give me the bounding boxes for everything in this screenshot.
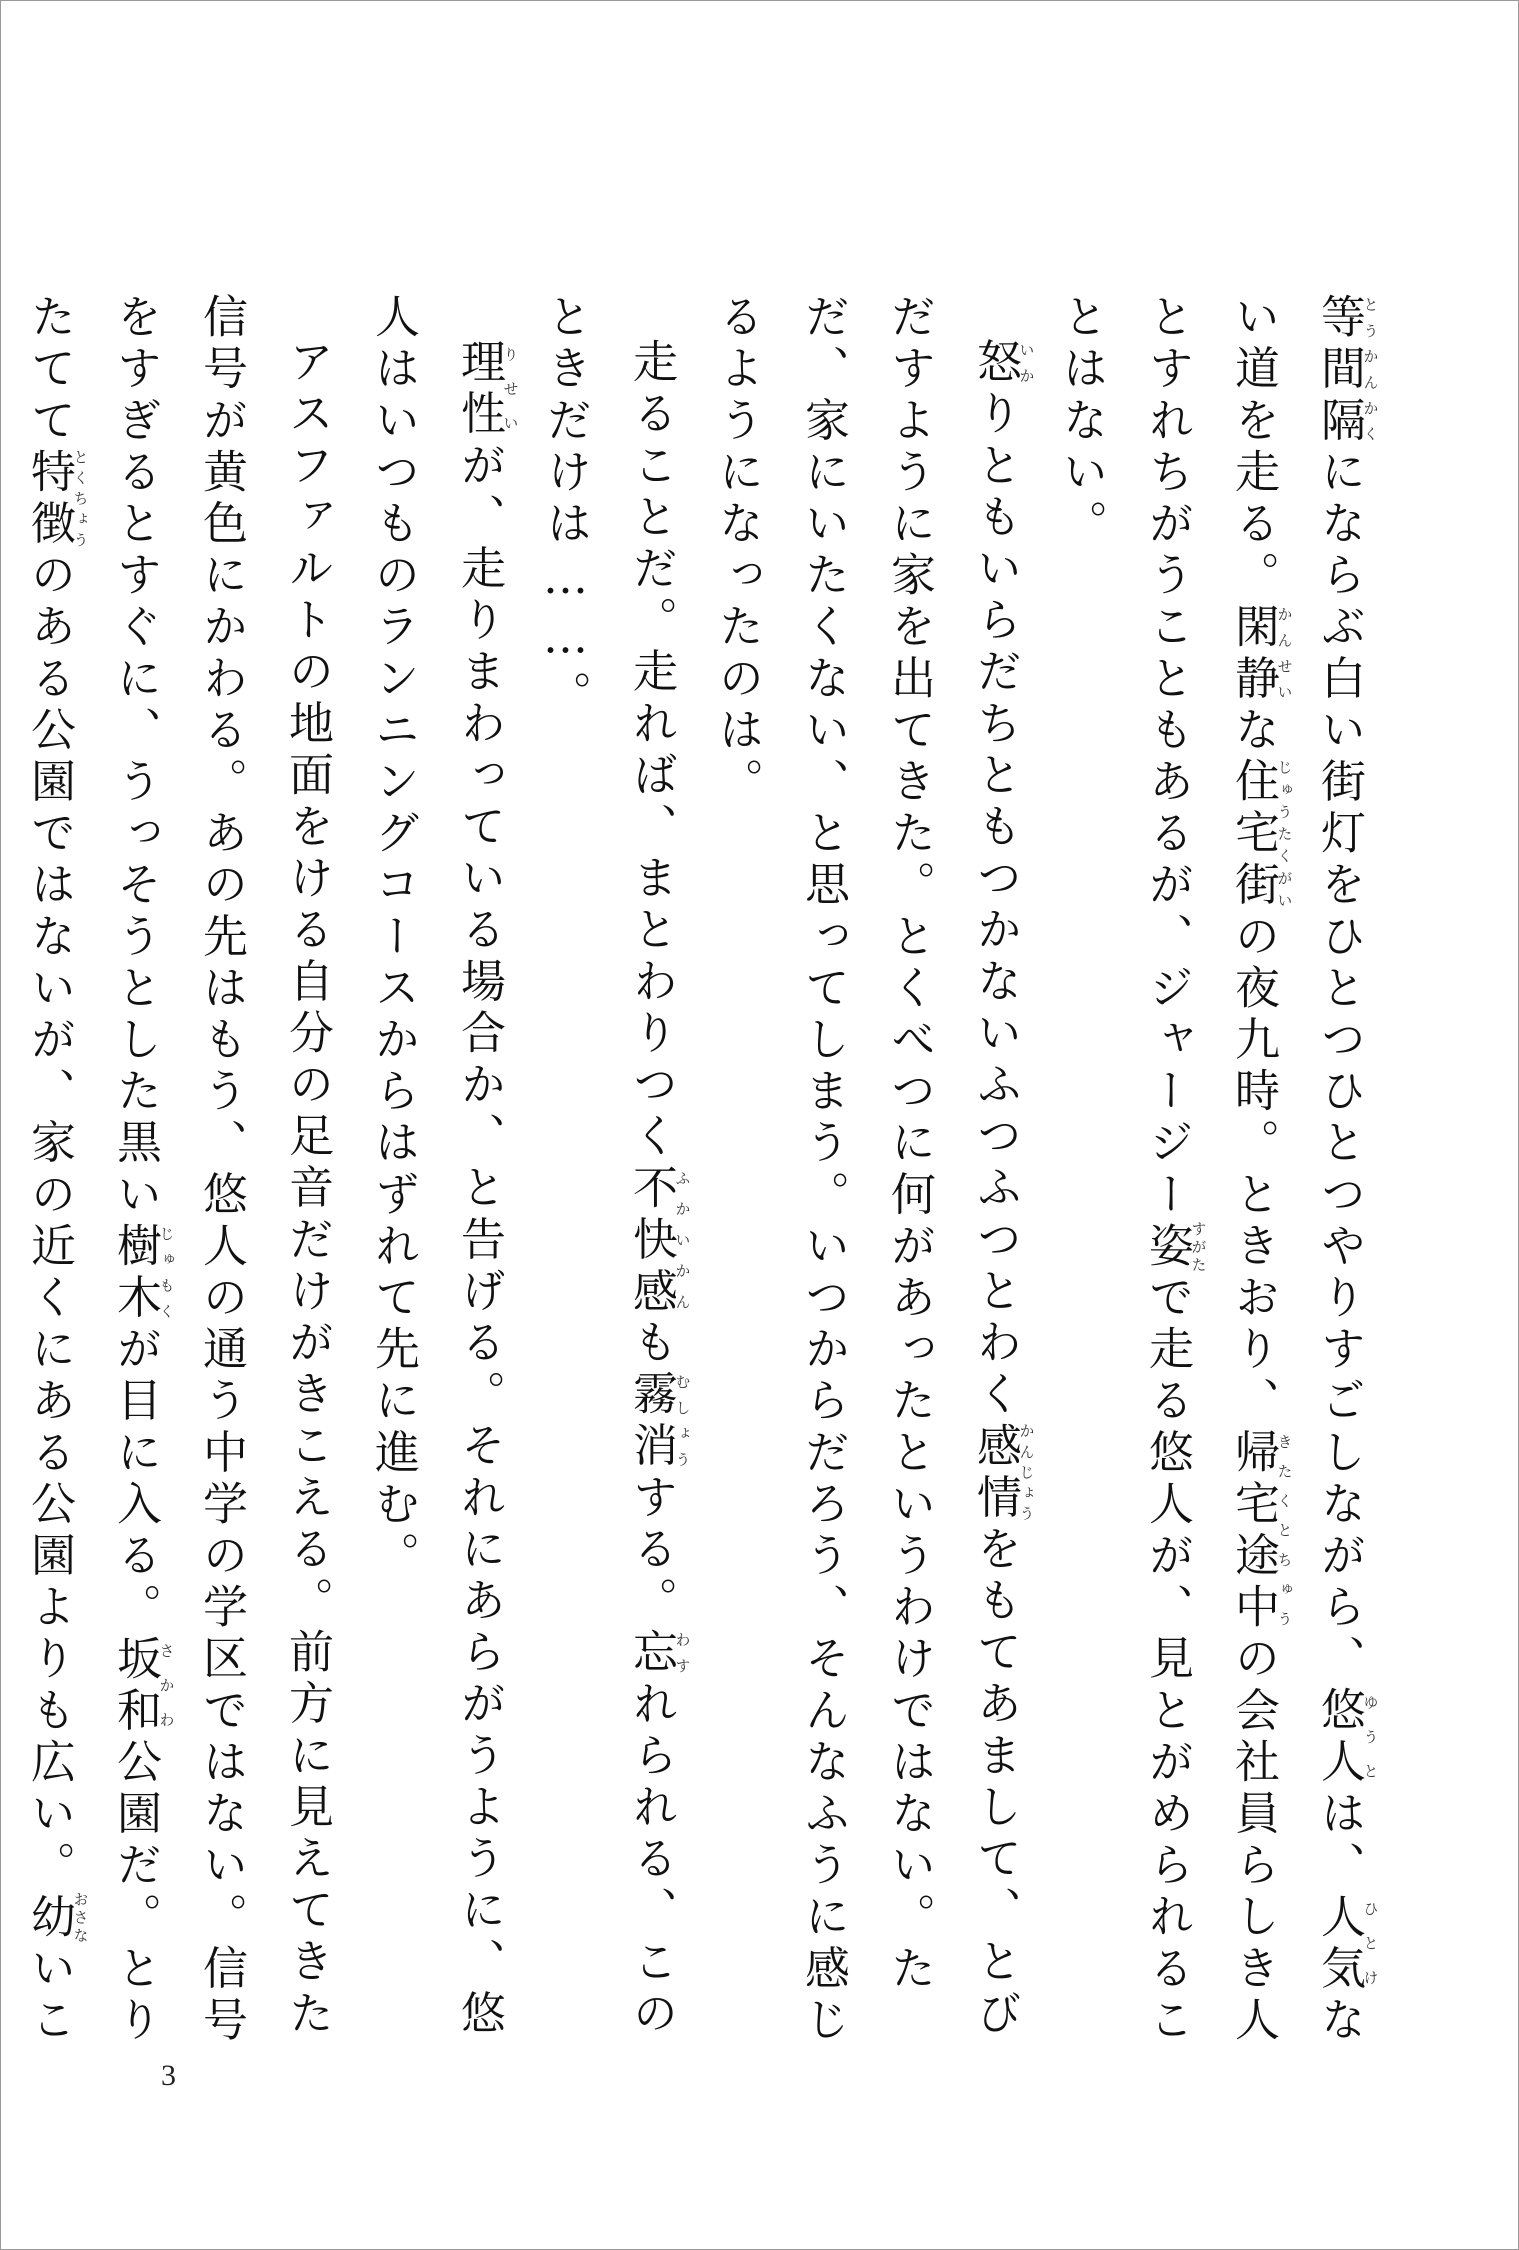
text-run: アスファルトの地面をける自分の足音だけがきこえる。前方に見えてきた信号が黄色にかわる。あの先はもう、悠人の通う中学の学区ではない。信号をすぎるとすぐに、うっそうとした黒い (109, 293, 334, 2048)
ruby-base: 坂和 (109, 1634, 162, 1738)
furigana: いか (1017, 338, 1036, 390)
ruby-word (1227, 757, 1294, 913)
furigana: ふかいかん (673, 1163, 692, 1319)
text-run: で走る悠人が、見とがめられることはない。 (1055, 293, 1194, 2048)
ruby-base: 特徴 (23, 447, 76, 552)
text-run: が、走りまわっている場合か、と告げる。それにあらがうように、悠人はいつものランニングコースからはずれて先に進む。 (367, 293, 506, 2041)
furigana: わす (673, 1628, 692, 1680)
text-run: にならぶ白い街灯をひとつひとつやりすごしながら、 (1313, 447, 1366, 1687)
text-run: は、 (1313, 1789, 1366, 1893)
ruby-base: 帰宅途中 (1227, 1428, 1280, 1635)
furigana: じゅもく (157, 1221, 176, 1325)
paragraph (1038, 293, 1382, 2083)
ruby-base: 住宅街 (1227, 757, 1280, 913)
ruby-word (1141, 1220, 1208, 1275)
text-run: 走ることだ。走れば、まとわりつく (625, 338, 678, 1164)
ruby-base: 霧消 (625, 1370, 678, 1474)
page-number: 3 (161, 2059, 176, 2092)
furigana: むしょう (673, 1370, 692, 1474)
ruby-base: 忘 (625, 1628, 678, 1680)
paragraph (522, 293, 694, 2083)
ruby-base: 幼 (23, 1891, 76, 1946)
text-run: の夜九時。ときおり、 (1227, 912, 1280, 1429)
text-run: れられる、このときだけは……。 (539, 293, 678, 2041)
ruby-word (453, 338, 520, 442)
text-run: のある公園ではないが、家の近くにある公園よりも広い。 (23, 551, 76, 1893)
vertical-text-body (23, 293, 1382, 2083)
furigana: りせい (501, 338, 520, 442)
furigana: すがた (1189, 1220, 1208, 1275)
ruby-base: 怒 (969, 338, 1022, 390)
ruby-base: 悠人 (1313, 1686, 1366, 1790)
ruby-word (625, 1163, 692, 1319)
ruby-word (23, 447, 90, 552)
ruby-word (1313, 1892, 1380, 1996)
ruby-word (625, 1370, 692, 1474)
text-run: ない道を走る。 (1227, 293, 1366, 2048)
paragraph (350, 293, 522, 2083)
ruby-word (1227, 602, 1294, 706)
text-run: が目に入る。 (109, 1325, 162, 1635)
ruby-base: 人気 (1313, 1892, 1366, 1996)
ruby-base: 樹木 (109, 1221, 162, 1326)
ruby-word (969, 338, 1036, 390)
ruby-word (969, 1421, 1036, 1525)
ruby-word (109, 1221, 176, 1326)
text-run: な (1227, 705, 1280, 758)
furigana: さかわ (157, 1634, 176, 1738)
text-run: も (625, 1318, 678, 1371)
furigana: かんせい (1275, 602, 1294, 706)
furigana: きたくとちゅう (1275, 1428, 1294, 1635)
paragraph (0, 293, 350, 2083)
furigana: ゆうと (1361, 1686, 1380, 1790)
furigana: ひとけ (1361, 1892, 1380, 1996)
text-run: 公園だ。とりたてて (23, 293, 162, 2048)
ruby-base: 理性 (453, 338, 506, 442)
ruby-base: 感情 (969, 1421, 1022, 1525)
text-run: する。 (625, 1473, 678, 1629)
ruby-word (109, 1634, 176, 1738)
ruby-word (23, 1891, 90, 1946)
furigana: とうかんかく (1361, 293, 1380, 448)
ruby-base: 姿 (1141, 1220, 1194, 1275)
ruby-word (625, 1628, 692, 1680)
text-run: いこ (23, 1944, 76, 2048)
ruby-base: 閑静 (1227, 602, 1280, 706)
ruby-word (1227, 1428, 1294, 1635)
furigana: とくちょう (71, 447, 90, 551)
furigana: じゅうたくがい (1275, 757, 1294, 913)
text-run: りともいらだちともつかないふつふつとわく (969, 389, 1022, 1422)
furigana: おさな (71, 1891, 90, 1946)
text-run: の会社員らしき人とすれちがうこともあるが、ジャージー (1141, 293, 1280, 2048)
paragraph (694, 293, 1038, 2083)
text-run: をもてあまして、とびだすように家を出てきた。とくべつに何があったというわけではない。ただ、家にいたくない、と思ってしまう。いつからだろう、そんなふうに感じるようになったのは。 (711, 293, 1022, 2048)
ruby-base: 等間隔 (1313, 293, 1366, 448)
furigana: かんじょう (1017, 1421, 1036, 1525)
ruby-word (1313, 293, 1380, 448)
ruby-word (1313, 1686, 1380, 1790)
ruby-base: 不快感 (625, 1163, 678, 1319)
